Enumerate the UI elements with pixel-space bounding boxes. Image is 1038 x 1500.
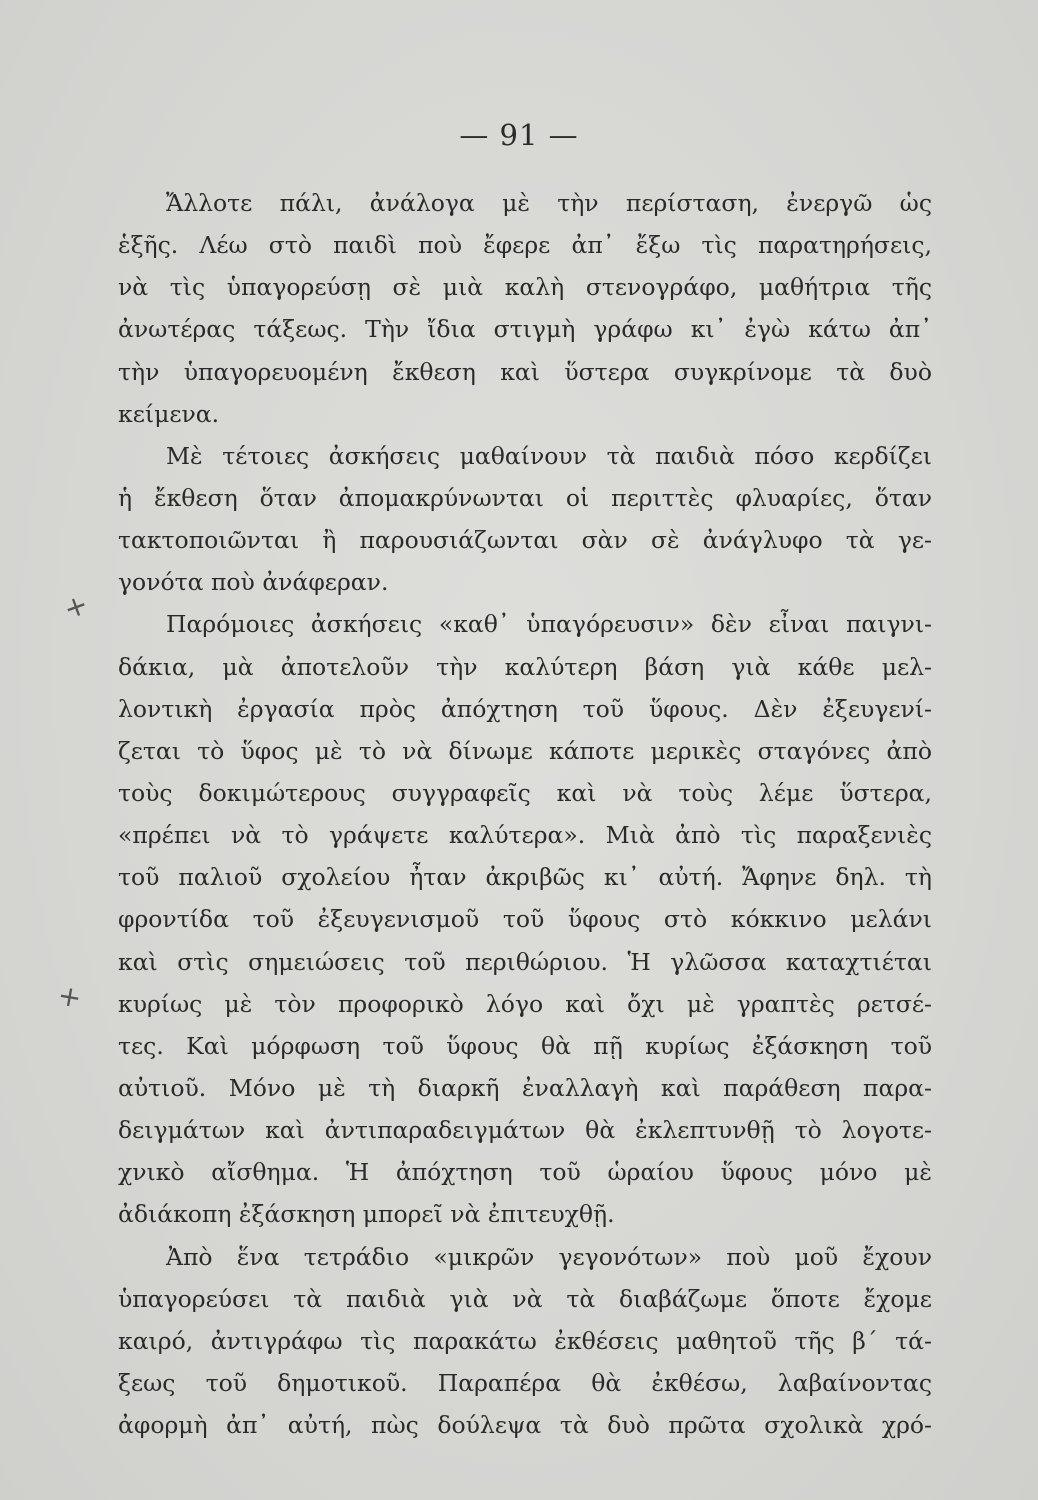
margin-cross-mark: + [55,978,85,1015]
margin-cross-mark: + [59,586,93,627]
text-line: ἀδιάκοπη ἐξάσκηση μπορεῖ νὰ ἐπιτευχθῇ. [118,1200,615,1229]
text-line: Ἀπὸ ἕνα τετράδιο «μικρῶν γεγονότων» ποὺ μοῦ ἔχουν [166,1242,932,1271]
page-number: — 91 — [459,118,579,152]
body-text [118,182,932,1446]
text-line: κείμενα. [118,399,220,428]
text-line: αὐτιοῦ. Μόνο μὲ τὴ διαρκῆ ἐναλλαγὴ καὶ παράθεση παρα- [118,1073,932,1102]
text-line: νὰ τὶς ὑπαγορεύσῃ σὲ μιὰ καλὴ στενογράφο, μαθήτρια τῆς [118,273,932,302]
text-line: κυρίως μὲ τὸν προφορικὸ λόγο καὶ ὄχι μὲ γραπτὲς ρετσέ- [118,989,932,1018]
text-line: «πρέπει νὰ τὸ γράψετε καλύτερα». Μιὰ ἀπὸ τὶς παραξενιὲς [118,821,932,850]
text-line: τακτοποιῶνται ἢ παρουσιάζωνται σὰν σὲ ἀνάγλυφο τὰ γε- [118,526,932,555]
text-line: δειγμάτων καὶ ἀντιπαραδειγμάτων θὰ ἐκλεπτυνθῇ τὸ λογοτε- [118,1116,932,1145]
text-line: δάκια, μὰ ἀποτελοῦν τὴν καλύτερη βάση γιὰ κάθε μελ- [118,652,932,681]
text-line: Μὲ τέτοιες ἀσκήσεις μαθαίνουν τὰ παιδιὰ πόσο κερδίζει [166,441,932,470]
text-line: Ἄλλοτε πάλι, ἀνάλογα μὲ τὴν περίσταση, ἐνεργῶ ὡς [166,189,932,217]
text-line: καιρό, ἀντιγράφω τὶς παρακάτω ἐκθέσεις μαθητοῦ τῆς β´ τά- [118,1326,932,1355]
text-line: Παρόμοιες ἀσκήσεις «καθ᾽ ὑπαγόρευσιν» δὲν εἶναι παιγνι- [166,610,932,639]
text-line: τοῦ παλιοῦ σχολείου ἦταν ἀκριβῶς κι᾽ αὐτή. Ἄφηνε δηλ. τὴ [118,863,932,892]
text-line: γονότα ποὺ ἀνάφεραν. [118,568,389,597]
text-line: τοὺς δοκιμώτερους συγγραφεῖς καὶ νὰ τοὺς λέμε ὕστερα, [118,778,932,807]
text-line: τες. Καὶ μόρφωση τοῦ ὕφους θὰ πῇ κυρίως ἐξάσκηση τοῦ [118,1031,932,1060]
text-line: ἑξῆς. Λέω στὸ παιδὶ ποὺ ἔφερε ἀπ᾽ ἔξω τὶς παρατηρήσεις, [118,231,932,260]
text-line: ζεται τὸ ὕφος μὲ τὸ νὰ δίνωμε κάποτε μερικὲς σταγόνες ἀπὸ [118,736,932,765]
text-line: ξεως τοῦ δημοτικοῦ. Παραπέρα θὰ ἐκθέσω, λαβαίνοντας [118,1368,932,1397]
text-line: ὑπαγορεύσει τὰ παιδιὰ γιὰ νὰ τὰ διαβάζωμε ὅποτε ἔχομε [118,1284,932,1313]
text-line: ἡ ἔκθεση ὅταν ἀπομακρύνωνται οἱ περιττὲς φλυαρίες, ὅταν [118,483,932,512]
text-line: λοντικὴ ἐργασία πρὸς ἀπόχτηση τοῦ ὕφους. Δὲν ἐξευγενί- [118,694,932,723]
text-line: ἀφορμὴ ἀπ᾽ αὐτή, πὼς δούλεψα τὰ δυὸ πρῶτα σχολικὰ χρό- [118,1411,932,1440]
text-line: τὴν ὑπαγορευομένη ἔκθεση καὶ ὕστερα συγκρίνομε τὰ δυὸ [118,357,932,386]
text-line: χνικὸ αἴσθημα. Ἡ ἀπόχτηση τοῦ ὡραίου ὕφους μόνο μὲ [118,1158,932,1187]
text-line: φροντίδα τοῦ ἐξευγενισμοῦ τοῦ ὕφους στὸ κόκκινο μελάνι [118,905,932,934]
text-line: ἀνωτέρας τάξεως. Τὴν ἴδια στιγμὴ γράφω κι᾽ ἐγὼ κάτω ἀπ᾽ [118,315,932,344]
text-line: καὶ στὶς σημειώσεις τοῦ περιθώριου. Ἡ γλῶσσα καταχτιέται [118,947,932,976]
